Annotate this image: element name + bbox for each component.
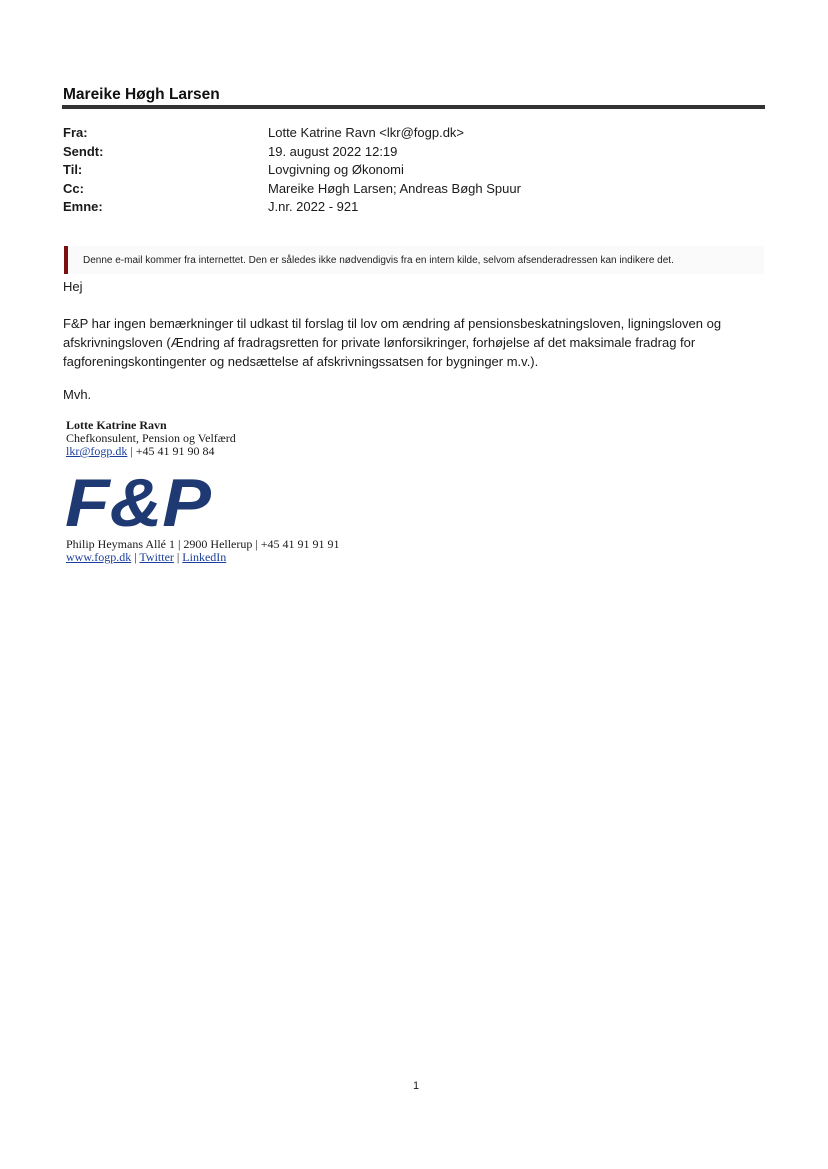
subject-value: J.nr. 2022 - 921 [268, 199, 359, 214]
signature-address: Philip Heymans Allé 1 | 2900 Hellerup | +45 41 91 91 91 [66, 537, 340, 551]
external-mail-banner [64, 246, 764, 274]
fp-logo [63, 468, 213, 532]
twitter-link[interactable]: Twitter [139, 550, 174, 564]
email-header [63, 125, 763, 218]
signature-email-link[interactable]: lkr@fogp.dk [66, 444, 128, 458]
signature-links [66, 551, 340, 564]
signature-phone: | +45 41 91 90 84 [127, 444, 215, 458]
link-separator: | [131, 550, 140, 564]
from-label: Fra: [63, 125, 88, 140]
linkedin-link[interactable]: LinkedIn [182, 550, 227, 564]
greeting: Hej [63, 279, 83, 294]
sent-value: 19. august 2022 12:19 [268, 143, 398, 159]
header-row-cc [63, 181, 763, 200]
banner-text: Denne e-mail kommer fra internettet. Den er således ikke nødvendigvis fra en intern kilde, selvom afsenderadressen kan indikere det. [83, 255, 674, 266]
from-value: Lotte Katrine Ravn <lkr@fogp.dk> [268, 125, 465, 140]
header-row-subject [63, 199, 763, 218]
header-row-to [63, 162, 763, 181]
to-label: Til: [63, 162, 83, 177]
signature-name: Lotte Katrine Ravn [66, 418, 167, 432]
header-row-from [63, 125, 763, 144]
cc-value: Mareike Høgh Larsen; Andreas Bøgh Spuur [268, 180, 521, 196]
to-value: Lovgivning og Økonomi [268, 162, 404, 177]
closing: Mvh. [63, 387, 92, 402]
fp-logo-text: F&P [65, 468, 212, 532]
signature-contact [66, 445, 236, 458]
subject-label: Emne: [63, 199, 103, 214]
owner-name: Mareike Høgh Larsen [63, 86, 220, 103]
header-row-sent [63, 144, 763, 163]
cc-label: Cc: [63, 180, 84, 196]
header-rule [62, 105, 765, 109]
signature-title: Chefkonsulent, Pension og Velfærd [66, 431, 236, 445]
sent-label: Sendt: [63, 143, 104, 159]
website-link[interactable]: www.fogp.dk [66, 550, 132, 564]
signature-footer [66, 538, 340, 564]
body-paragraph: F&P har ingen bemærkninger til udkast til forslag til lov om ændring af pensionsbeskatningsloven, ligningsloven og afskrivningsloven (Ændring af fradragsretten for private lønforsikringer, forhøjelse af det maksimale fradrag for fagforeningskontingenter og nedsættelse af afskrivningssatsen for bygninger m.v.). [63, 316, 722, 369]
link-separator: | [173, 550, 183, 564]
banner-accent-bar [64, 246, 68, 274]
page-number: 1 [413, 1080, 420, 1092]
signature-block [66, 419, 236, 458]
